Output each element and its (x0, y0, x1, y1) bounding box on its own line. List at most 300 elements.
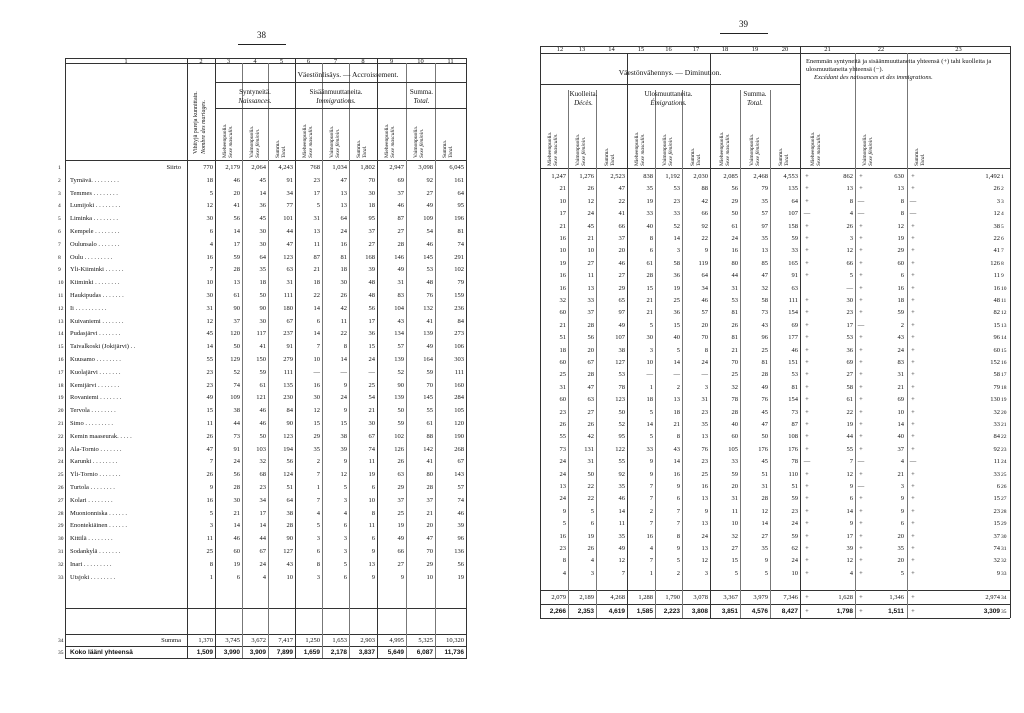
value-cell: 6 (590, 520, 594, 528)
value-cell: 44 (233, 420, 240, 427)
sign-23: + (911, 284, 915, 292)
sign-23: + (911, 235, 915, 242)
value-cell: 3,837 (358, 649, 375, 656)
value-cell: 10 (731, 520, 738, 528)
table-row (0, 392, 510, 404)
sign-22: + (859, 594, 863, 601)
value-cell: 27 (618, 272, 625, 280)
value-cell: 194 (283, 445, 293, 453)
sign-22: + (859, 396, 863, 404)
value-cell: 13 (587, 284, 594, 292)
value-cell: 30 (646, 334, 653, 342)
value-cell: 30 (259, 228, 266, 235)
value-cell: 7 (316, 343, 320, 351)
sum-label-fr: Total. (413, 97, 430, 105)
value-cell: 49 (397, 266, 404, 274)
value-cell: 2,189 (579, 594, 594, 601)
vertical-subheader (810, 114, 822, 166)
value-cell: 7 (676, 507, 680, 515)
value-cell: 117 (256, 330, 266, 338)
value-cell: 284 (454, 394, 464, 402)
value-cell: 63 (397, 471, 404, 479)
sign-23: + (911, 545, 915, 552)
value-cell: 90 (397, 381, 404, 389)
value-cell: 123 (615, 396, 625, 404)
value-cell: 38 (340, 432, 347, 440)
excess-total: 152 (990, 359, 1000, 366)
value-cell: 121 (256, 394, 266, 402)
value-cell: 22 (587, 495, 594, 503)
value-cell: 6 (316, 548, 320, 555)
district-name: Oulu . . . . . . . . . (70, 253, 113, 261)
excess-label-fi: Enemmän syntyneitä ja sisäänmuuttaneita yhteensä (+) tahi kuolleita ja ulosmuuttaneita yhteensä (−). (806, 58, 992, 73)
value-cell: 45 (761, 458, 768, 466)
sign-22: + (859, 532, 863, 540)
excess-total: 92 (993, 445, 1000, 453)
value-cell: 34 (259, 496, 266, 504)
value-cell: 10 (646, 359, 653, 366)
value-cell: 12 (618, 557, 625, 565)
value-cell: 90 (286, 420, 293, 427)
column-number: 14 (608, 46, 615, 53)
table-row (510, 382, 1024, 394)
value-cell: 25 (397, 509, 404, 517)
excess-total: 2,974 (985, 594, 1000, 601)
row-number: 16 (58, 357, 64, 363)
value-cell: 1,192 (665, 173, 680, 180)
value-cell: 15 (731, 557, 738, 565)
value-cell: 11 (618, 520, 625, 528)
value-cell: 13 (233, 279, 240, 287)
value-cell: 54 (426, 228, 433, 235)
excess-total: 48 (993, 297, 1000, 304)
value-cell: 28 (761, 371, 768, 379)
subheader-fi: Mieheenpuolia. (810, 131, 816, 166)
sign-22: + (859, 408, 863, 416)
vertical-subheader (222, 112, 234, 158)
value-cell: 47 (618, 185, 625, 193)
value-cell: 13 (701, 545, 708, 552)
value-cell: 60 (559, 359, 566, 366)
value-cell: 31 (587, 458, 594, 466)
value-cell: 49 (426, 343, 433, 351)
value-cell: 49 (426, 202, 433, 210)
emig-label-fi: Ulosmuuttaneita. (644, 90, 693, 98)
row-number: 2 (58, 177, 61, 184)
value-cell: 26 (587, 185, 594, 193)
value-cell: 46 (701, 297, 708, 304)
row-number: 4 (1001, 211, 1004, 218)
value-cell: 17 (233, 240, 240, 248)
table-row (0, 252, 510, 264)
excess-male: 19 (846, 421, 853, 428)
value-cell: 41 (259, 343, 266, 351)
value-cell: 59 (233, 253, 240, 261)
immigrations-header (295, 88, 377, 106)
value-cell: 190 (454, 432, 464, 440)
excess-male: 4 (849, 569, 853, 577)
subheader-fr: Total. (610, 153, 616, 166)
sign-21: + (805, 173, 809, 180)
value-cell: 81 (791, 383, 798, 391)
value-cell: 28 (426, 484, 433, 491)
value-cell: 1,250 (305, 637, 320, 644)
sign-23: + (911, 421, 915, 428)
value-cell: 37 (368, 228, 375, 235)
row-number: 15 (1001, 347, 1007, 354)
value-cell: 10 (559, 197, 566, 205)
value-cell: 35 (761, 545, 768, 552)
value-cell: 35 (313, 445, 320, 453)
column-number: 2 (199, 58, 203, 65)
value-cell: 24 (233, 458, 240, 466)
value-cell: 139 (394, 356, 404, 363)
excess-total: 3,309 (983, 608, 1000, 615)
value-cell: 5 (343, 560, 347, 568)
row-number: 35 (58, 650, 64, 656)
vertical-subheader (690, 114, 702, 166)
value-cell: 5 (649, 321, 653, 329)
value-cell: 64 (259, 253, 266, 261)
value-cell: 3,098 (418, 164, 433, 171)
row-number: 34 (1001, 595, 1007, 601)
excess-female: 10 (897, 408, 904, 416)
row-number: 11 (58, 293, 64, 299)
sign-23: + (911, 507, 915, 515)
value-cell: 14 (673, 235, 680, 242)
value-cell: 53 (426, 266, 433, 274)
excess-female: 20 (897, 557, 904, 565)
excess-female: 40 (897, 433, 904, 441)
value-cell: 8 (704, 346, 708, 354)
value-cell: 31 (731, 495, 738, 503)
value-cell: 96 (761, 334, 768, 342)
value-cell: 17 (559, 210, 566, 218)
right-page (510, 0, 1024, 713)
column-number: 19 (751, 46, 759, 53)
value-cell: 35 (646, 185, 653, 193)
total-label-fi: Summa. (743, 90, 767, 98)
value-cell: 44 (259, 535, 266, 543)
excess-total: 130 (990, 396, 1000, 404)
value-cell: 56 (731, 185, 738, 193)
value-cell: 6,087 (416, 649, 433, 656)
value-cell: 20 (618, 247, 625, 255)
value-cell: 34 (701, 284, 708, 292)
excess-male: — (846, 284, 853, 292)
excess-total: 3 (996, 197, 1000, 205)
value-cell: 2,947 (389, 164, 404, 171)
value-cell: 2,079 (551, 594, 566, 601)
value-cell: 28 (731, 408, 738, 416)
value-cell: 38 (618, 346, 625, 354)
excess-female: 2 (900, 321, 904, 329)
value-cell: 87 (313, 253, 320, 261)
value-cell: 27 (397, 228, 404, 235)
excess-male: 1,628 (838, 594, 853, 601)
value-cell: 9 (704, 247, 708, 255)
sign-21: + (805, 383, 809, 391)
value-cell: 27 (587, 408, 594, 416)
value-cell: 4,619 (608, 608, 625, 615)
value-cell: 49 (618, 545, 625, 552)
sign-22: + (859, 495, 863, 503)
value-cell: 108 (788, 433, 798, 441)
value-cell: 9 (343, 381, 347, 389)
excess-male: 3 (849, 235, 853, 242)
district-name: Kolari . . . . . . . . (70, 496, 113, 504)
value-cell: 7 (649, 557, 653, 565)
marriages-label-fi: Vihityjä pareja kunnittain. (193, 91, 199, 154)
value-cell: 230 (283, 394, 293, 402)
sign-22: + (859, 520, 863, 528)
sign-23: + (911, 346, 915, 354)
value-cell: 70 (701, 334, 708, 342)
value-cell: 103 (256, 445, 266, 453)
value-cell: 10 (368, 496, 375, 504)
value-cell: 47 (286, 240, 293, 248)
sign-21: + (805, 371, 809, 379)
value-cell: 11 (206, 420, 213, 427)
value-cell: 4 (562, 569, 566, 577)
excess-male: 9 (849, 483, 853, 490)
value-cell: 3,808 (691, 608, 708, 615)
value-cell: 102 (454, 266, 464, 274)
excess-male: 53 (846, 334, 853, 342)
value-cell: 303 (454, 356, 464, 363)
value-cell: 1,370 (198, 637, 213, 644)
value-cell: 83 (397, 292, 404, 299)
value-cell: 31 (397, 279, 404, 287)
value-cell: 7 (621, 569, 625, 577)
value-cell: 127 (615, 359, 625, 366)
value-cell: 55 (618, 458, 625, 466)
vertical-subheader (249, 112, 261, 158)
value-cell: 39 (368, 266, 375, 274)
value-cell: 53 (673, 185, 680, 193)
value-cell: 95 (457, 202, 464, 210)
value-cell: 21 (426, 509, 433, 517)
row-number: 9 (1001, 273, 1004, 280)
table-row (0, 546, 510, 558)
subheader-fr: Sexe masculin. (725, 133, 731, 166)
value-cell: 81 (340, 253, 347, 261)
value-cell: 27 (397, 560, 404, 568)
value-cell: 154 (788, 396, 798, 404)
table-row (0, 533, 510, 545)
value-cell: 46 (397, 202, 404, 210)
value-cell: 59 (426, 368, 433, 376)
births-header (215, 88, 295, 106)
value-cell: 196 (454, 215, 464, 223)
row-number: 34 (58, 638, 64, 644)
value-cell: 1 (209, 573, 213, 581)
row-number: 11 (1001, 298, 1007, 304)
value-cell: 168 (365, 253, 375, 261)
value-cell: 9 (400, 573, 404, 581)
row-number: 17 (1001, 372, 1007, 379)
sign-23: + (911, 247, 915, 255)
value-cell: 22 (313, 292, 320, 299)
excess-male: 27 (846, 371, 853, 379)
district-name: Tervola . . . . . . . . (70, 407, 116, 415)
value-cell: 40 (646, 222, 653, 230)
value-cell: 57 (457, 484, 464, 491)
value-cell: 1,276 (579, 173, 594, 180)
subheader-fr: Total. (281, 145, 287, 158)
excess-total: 84 (993, 433, 1000, 441)
vertical-subheader (413, 112, 425, 158)
subheader-fr: Sexe féminin. (335, 128, 341, 158)
table-row (0, 239, 510, 251)
value-cell: 838 (643, 173, 653, 180)
value-cell: 12 (340, 471, 347, 479)
value-cell: 6 (343, 522, 347, 530)
value-cell: 19 (646, 197, 653, 205)
value-cell: 14 (618, 507, 625, 515)
row-number: 6 (58, 229, 61, 235)
value-cell: 15 (673, 321, 680, 329)
value-cell: 5 (343, 484, 347, 491)
value-cell: 142 (423, 445, 433, 453)
excess-total: 60 (993, 346, 1000, 354)
value-cell: 13 (701, 495, 708, 503)
value-cell: 3,745 (225, 637, 240, 644)
subheader-fr: Sexe féminin. (755, 136, 761, 166)
sign-22: + (859, 445, 863, 453)
value-cell: 12 (587, 197, 594, 205)
sign-23: + (911, 334, 915, 342)
value-cell: 3,672 (251, 637, 266, 644)
subheader-fi: Mieheenpuolia. (547, 131, 553, 166)
value-cell: 5 (562, 520, 566, 528)
value-cell: 19 (233, 560, 240, 568)
sign-23: + (911, 594, 915, 601)
row-number: 27 (58, 497, 64, 504)
table-row (0, 226, 510, 238)
value-cell: 10 (313, 356, 320, 363)
value-cell: 60 (731, 433, 738, 441)
sign-21: + (805, 433, 809, 441)
value-cell: 67 (457, 458, 464, 466)
sign-23: + (911, 396, 915, 404)
value-cell: 20 (731, 483, 738, 490)
value-cell: 24 (340, 228, 347, 235)
value-cell: 5 (590, 507, 594, 515)
value-cell: 24 (701, 532, 708, 540)
table-row (510, 369, 1024, 381)
value-cell: 7 (316, 496, 320, 504)
value-cell: 110 (788, 470, 798, 478)
value-cell: 25 (559, 371, 566, 379)
row-number: 21 (58, 421, 64, 427)
excess-male: 44 (846, 433, 853, 441)
subheader-fi: Summa. (604, 147, 610, 166)
value-cell: 17 (313, 189, 320, 197)
row-number: 30 (58, 536, 64, 543)
table-row (510, 183, 1024, 195)
value-cell: 46 (233, 535, 240, 543)
value-cell: 62 (791, 545, 798, 552)
district-name: Liminka . . . . . . . . (70, 215, 119, 223)
value-cell: 105 (728, 445, 738, 453)
value-cell: 90 (259, 304, 266, 312)
value-cell: 11 (206, 535, 213, 543)
value-cell: 5 (316, 202, 320, 210)
value-cell: 9 (562, 507, 566, 515)
value-cell: 17 (368, 317, 375, 325)
value-cell: 20 (587, 346, 594, 354)
value-cell: 16 (559, 272, 566, 280)
vertical-subheader (862, 114, 874, 166)
value-cell: 161 (454, 176, 464, 184)
subheader-fr: Sexe féminin. (868, 136, 874, 166)
value-cell: 35 (618, 532, 625, 540)
value-cell: 29 (313, 432, 320, 440)
excess-total: 26 (993, 185, 1000, 193)
subheader-fr: Sexe masculin. (390, 125, 396, 158)
table-row (510, 555, 1024, 567)
value-cell: 27 (761, 532, 768, 540)
value-cell: 13 (340, 189, 347, 197)
value-cell: 25 (731, 371, 738, 379)
value-cell: 18 (313, 279, 320, 287)
value-cell: 35 (761, 197, 768, 205)
subheader-fi: Mieheenpuolia. (302, 123, 308, 158)
value-cell: 1 (649, 383, 653, 391)
district-name: Oulunsalo . . . . . . . (70, 240, 120, 248)
value-cell: 76 (426, 292, 433, 299)
excess-female: 69 (897, 396, 904, 404)
subheader-fi: Vaimonpuolia. (862, 133, 868, 166)
value-cell: 29 (731, 197, 738, 205)
value-cell: 22 (340, 330, 347, 338)
deaths-label-fr: Décès. (574, 99, 593, 107)
value-cell: 24 (368, 356, 375, 363)
value-cell: 11 (313, 240, 320, 248)
deaths-label-fi: Kuolleita. (569, 90, 598, 98)
sign-22: — (857, 210, 865, 218)
value-cell: 6 (676, 495, 680, 503)
vertical-subheader (329, 112, 341, 158)
value-cell: 135 (283, 381, 293, 389)
value-cell: 64 (791, 197, 798, 205)
value-cell: 92 (701, 222, 708, 230)
value-cell: 55 (426, 407, 433, 415)
value-cell: 59 (791, 495, 798, 503)
value-cell: 30 (340, 279, 347, 287)
sign-23: + (911, 222, 915, 230)
sign-21: + (805, 185, 809, 193)
value-cell: 16 (673, 470, 680, 478)
value-cell: 70 (731, 359, 738, 366)
value-cell: 56 (457, 560, 464, 568)
value-cell: 6 (371, 535, 375, 543)
value-cell: 23 (559, 408, 566, 416)
value-cell: 5 (649, 433, 653, 441)
value-cell: 58 (673, 259, 680, 267)
value-cell: 3,909 (249, 649, 266, 656)
value-cell: 8 (649, 235, 653, 242)
value-cell: 1 (316, 484, 320, 491)
value-cell: 3 (649, 346, 653, 354)
value-cell: 28 (646, 272, 653, 280)
row-number: 20 (1001, 409, 1007, 416)
value-cell: 1,509 (196, 649, 213, 656)
value-cell: 66 (701, 210, 708, 218)
value-cell: 57 (701, 309, 708, 317)
value-cell: 1,802 (360, 164, 375, 171)
